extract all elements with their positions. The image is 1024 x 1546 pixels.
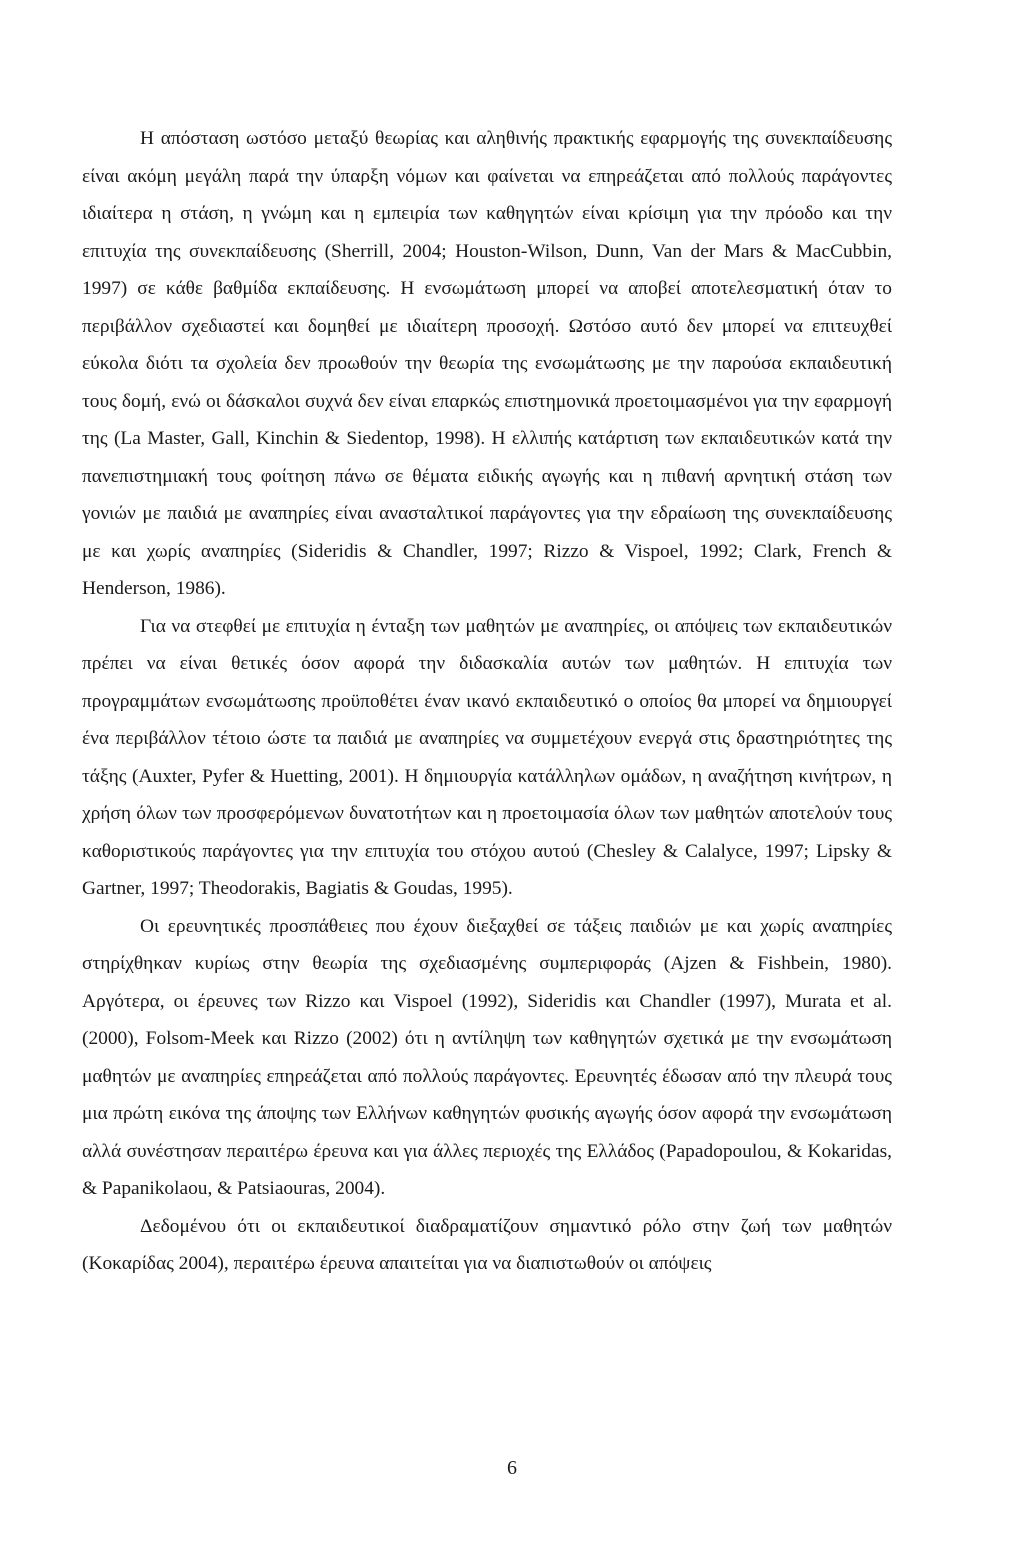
paragraph-1: Η απόσταση ωστόσο μεταξύ θεωρίας και αληθινής πρακτικής εφαρμογής της συνεκπαίδευσης είναι ακόμη μεγάλη παρά την ύπαρξη νόμων και φαίνεται να επηρεάζεται από πολλούς παράγοντες ιδιαίτερα η στάση, η γνώμη και η εμπειρία των καθηγητών είναι κρίσιμη για την πρόοδο και την επιτυχία της συνεκπαίδευσης (Sherrill, 2004; Houston-Wilson, Dunn, Van der Mars & MacCubbin, 1997) σε κάθε βαθμίδα εκπαίδευσης. Η ενσωμάτωση μπορεί να αποβεί αποτελεσματική όταν το περιβάλλον σχεδιαστεί και δομηθεί με ιδιαίτερη προσοχή. Ωστόσο αυτό δεν μπορεί να επιτευχθεί εύκολα διότι τα σχολεία δεν προωθούν την θεωρία της ενσωμάτωσης με την παρούσα εκπαιδευτική τους δομή, ενώ οι δάσκαλοι συχνά δεν είναι επαρκώς επιστημονικά προετοιμασμένοι για την εφαρμογή της (La Master, Gall, Kinchin & Siedentop, 1998). Η ελλιπής κατάρτιση των εκπαιδευτικών κατά την πανεπιστημιακή τους φοίτηση πάνω σε θέματα ειδικής αγωγής και η πιθανή αρνητική στάση των γονιών με παιδιά με αναπηρίες είναι ανασταλτικοί παράγοντες για την εδραίωση της συνεκπαίδευσης με και χωρίς αναπηρίες (Sideridis & Chandler, 1997; Rizzo & Vispoel, 1992; Clark, French & Henderson, 1986). xyxy=(82,128,892,599)
document-body xyxy=(82,120,892,1283)
paragraph-4: Δεδομένου ότι οι εκπαιδευτικοί διαδραματίζουν σημαντικό ρόλο στην ζωή των μαθητών (Κοκαρίδας 2004), περαιτέρω έρευνα απαιτείται για να διαπιστωθούν οι απόψεις xyxy=(82,1215,892,1274)
page-number: 6 xyxy=(507,1457,517,1479)
paragraph-2: Για να στεφθεί με επιτυχία η ένταξη των μαθητών με αναπηρίες, οι απόψεις των εκπαιδευτικών πρέπει να είναι θετικές όσον αφορά την διδασκαλία αυτών των μαθητών. Η επιτυχία των προγραμμάτων ενσωμάτωσης προϋποθέτει έναν ικανό εκπαιδευτικό ο οποίος θα μπορεί να δημιουργεί ένα περιβάλλον τέτοιο ώστε τα παιδιά με αναπηρίες να συμμετέχουν ενεργά στις δραστηριότητες της τάξης (Auxter, Pyfer & Huetting, 2001). Η δημιουργία κατάλληλων ομάδων, η αναζήτηση κινήτρων, η χρήση όλων των προσφερόμενων δυνατοτήτων και η προετοιμασία όλων των μαθητών αποτελούν τους καθοριστικούς παράγοντες για την επιτυχία του στόχου αυτού (Chesley & Calalyce, 1997; Lipsky & Gartner, 1997; Theodorakis, Bagiatis & Goudas, 1995). xyxy=(82,615,892,899)
paragraph-3: Οι ερευνητικές προσπάθειες που έχουν διεξαχθεί σε τάξεις παιδιών με και χωρίς αναπηρίες στηρίχθηκαν κυρίως στην θεωρία της σχεδιασμένης συμπεριφοράς (Ajzen & Fishbein, 1980). Αργότερα, οι έρευνες των Rizzo και Vispoel (1992), Sideridis και Chandler (1997), Murata et al. (2000), Folsom-Meek και Rizzo (2002) ότι η αντίληψη των καθηγητών σχετικά με την ενσωμάτωση μαθητών με αναπηρίες επηρεάζεται από πολλούς παράγοντες. Ερευνητές έδωσαν από την πλευρά τους μια πρώτη εικόνα της άποψης των Ελλήνων καθηγητών φυσικής αγωγής όσον αφορά την ενσωμάτωση αλλά συνέστησαν περαιτέρω έρευνα και για άλλες περιοχές της Ελλάδος (Papadopoulou, & Kokaridas, & Papanikolaou, & Patsiaouras, 2004). xyxy=(82,915,892,1199)
